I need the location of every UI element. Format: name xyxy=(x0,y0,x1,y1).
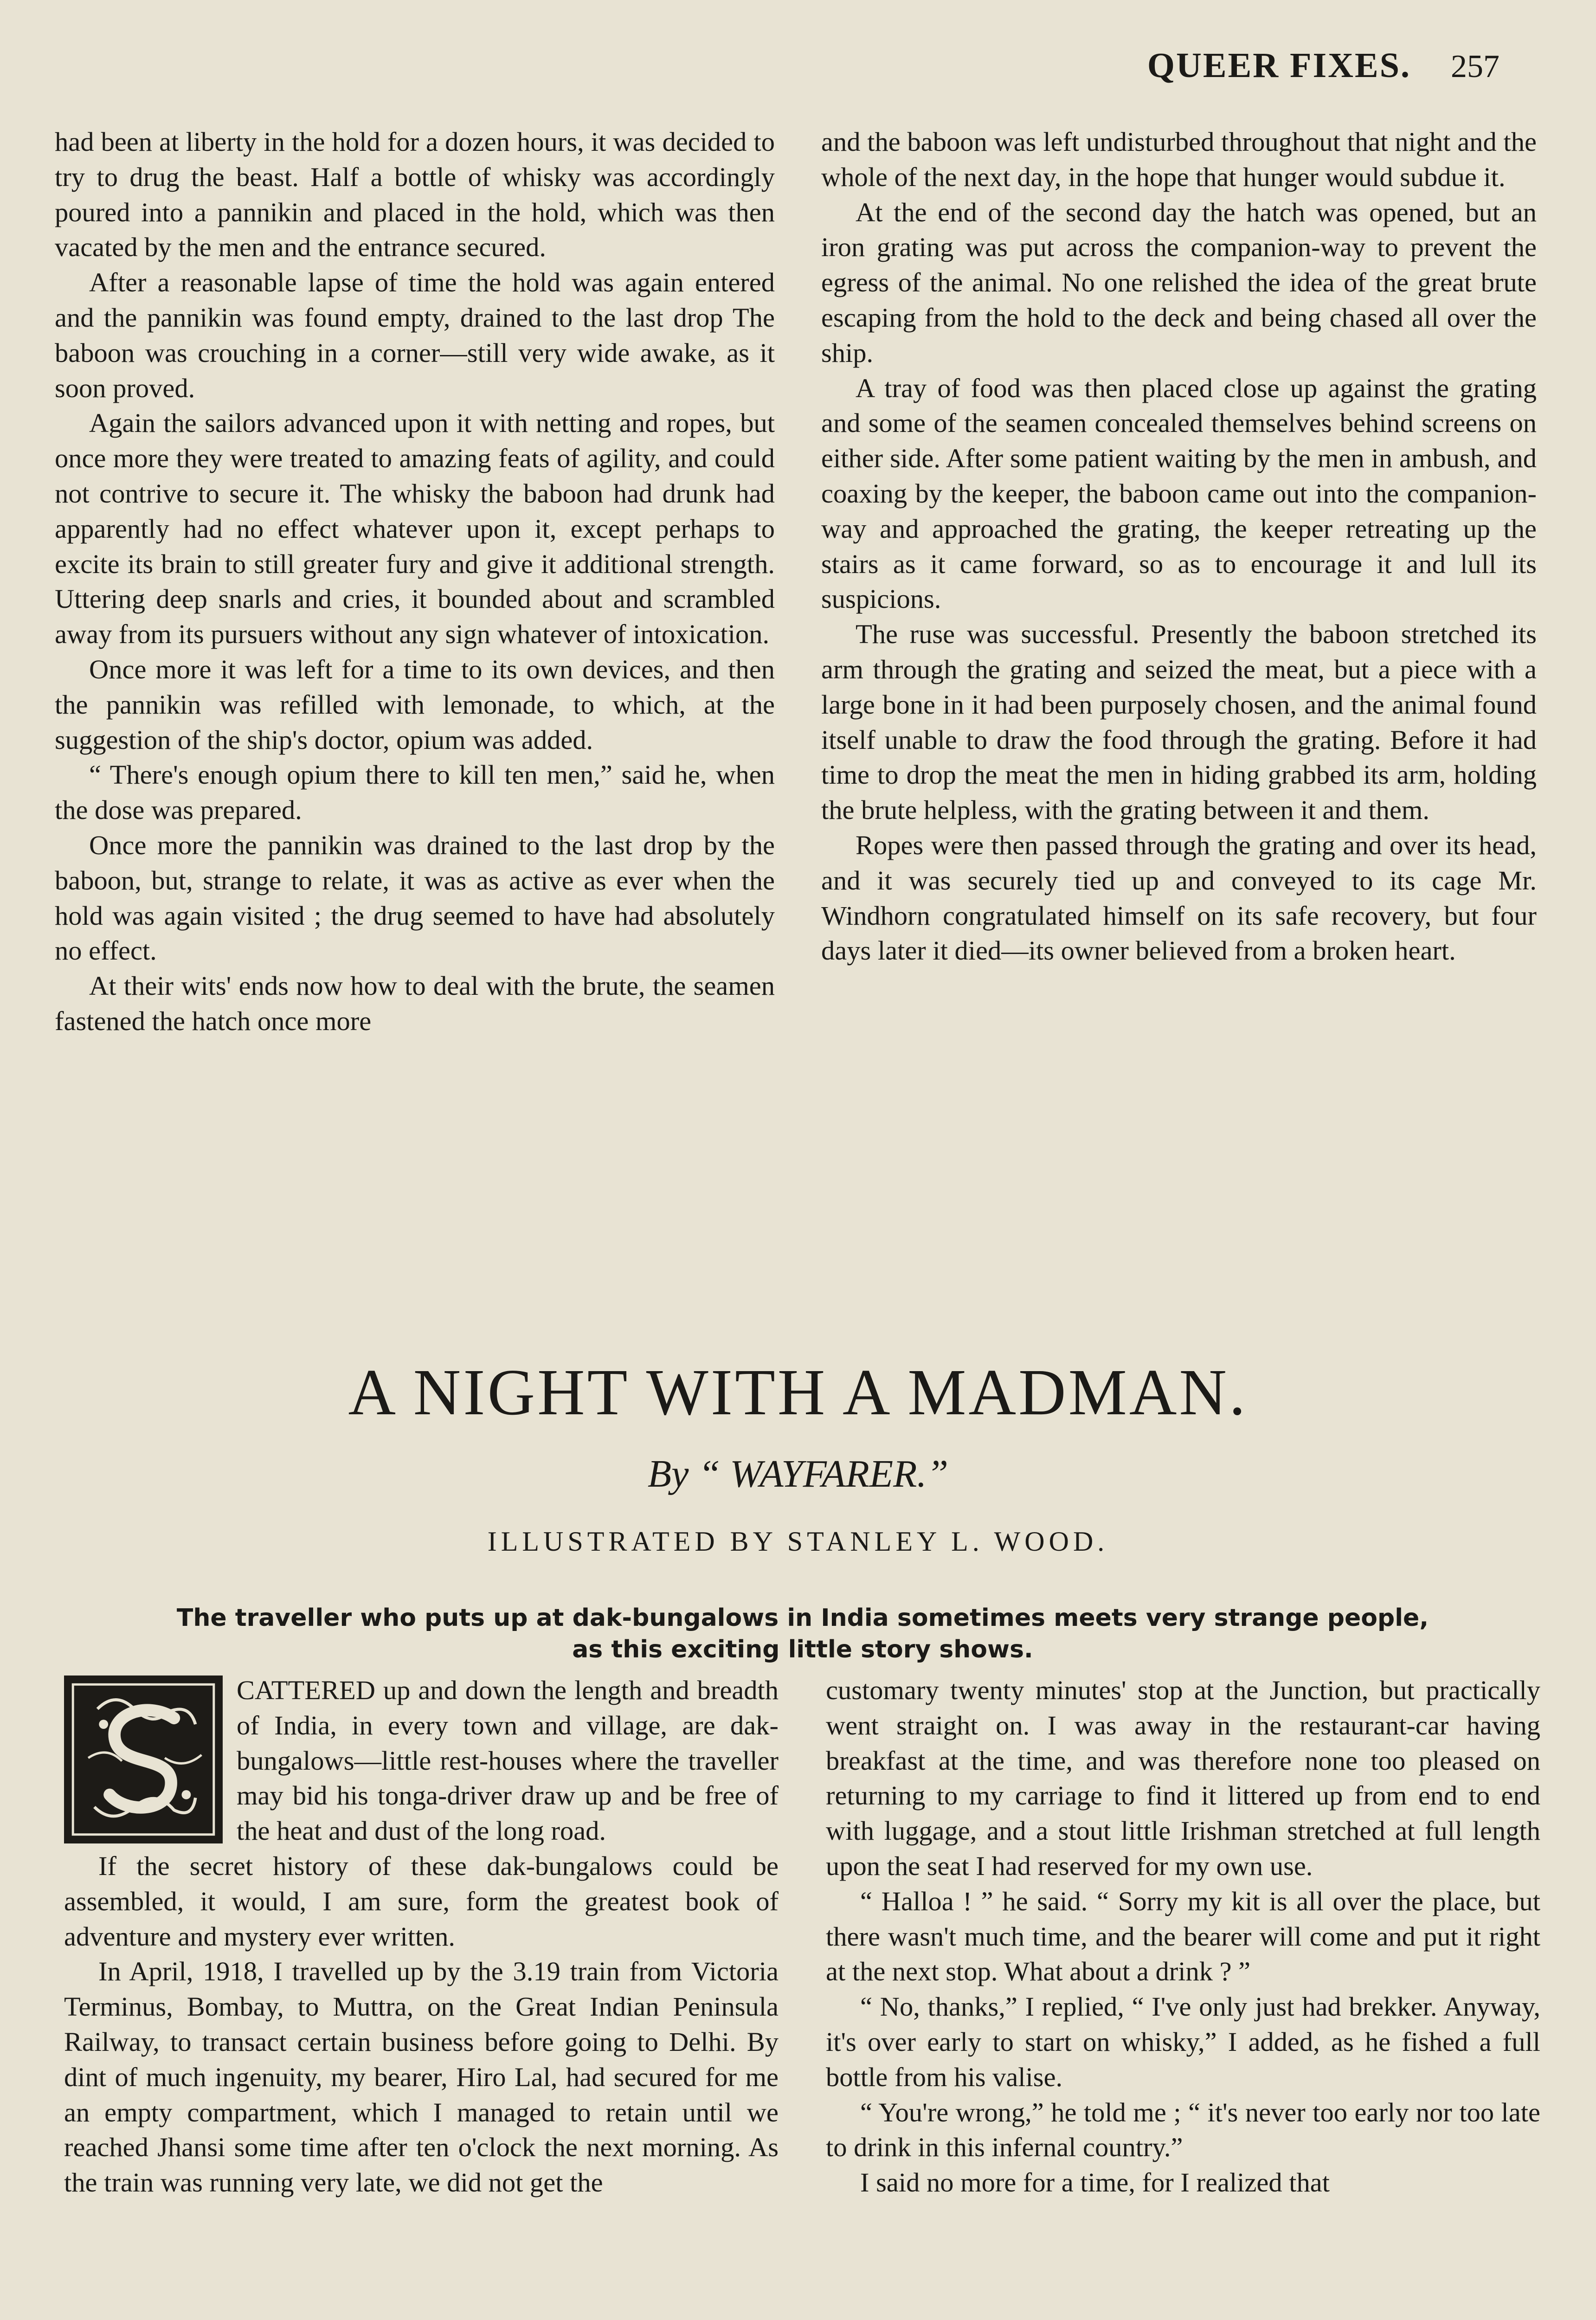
paragraph: The ruse was successful. Presently the baboon stretched its arm through the grating and seized the meat, but a piece with a large bone in it had been purposely chosen, and the animal found itself unable to draw the food through the grating. Before it had time to drop the meat the men in hiding grabbed its arm, holding the brute helpless, with the grating between it and them. xyxy=(821,619,1537,825)
page-number: 257 xyxy=(1451,49,1499,84)
story-left-column xyxy=(64,1673,779,2200)
paragraph: I said no more for a time, for I realized that xyxy=(860,2167,1330,2198)
paragraph: Once more it was left for a time to its own devices, and then the pannikin was refilled with lemonade, to which, at the suggestion of the ship's doctor, opium was added. xyxy=(55,654,775,755)
paragraph: “ There's enough opium there to kill ten men,” said he, when the dose was prepared. xyxy=(55,760,775,825)
paragraph: CATTERED up and down the length and breadth of India, in every town and village, are dak-bungalows—little rest-houses where the traveller may bid his tonga-driver draw up and be free of the heat and dust of the long road. xyxy=(237,1675,779,1846)
paragraph: At their wits' ends now how to deal with the brute, the seamen fastened the hatch once more xyxy=(55,971,775,1036)
top-left-column xyxy=(55,124,775,1039)
paragraph: Again the sailors advanced upon it with netting and ropes, but once more they were treated to amazing feats of agility, and could not contrive to secure it. The whisky the baboon had drunk had apparently had no effect whatever upon it, except perhaps to excite its brain to still greater fury and give it additional strength. Uttering deep snarls and cries, it bounded about and scrambled away from its pursuers without any sign whatever of intoxication. xyxy=(55,408,775,650)
paragraph: In April, 1918, I travelled up by the 3.19 train from Victoria Terminus, Bombay, to Muttra, on the Great Indian Peninsula Railway, to transact certain business before going to Delhi. By dint of much ingenuity, my bearer, Hiro Lal, had secured for me an empty compartment, which I managed to retain until we reached Jhansi some time after ten o'clock the next morning. As the train was running very late, we did not get the xyxy=(64,1956,779,2198)
running-title: QUEER FIXES. xyxy=(1147,46,1411,85)
paragraph: A tray of food was then placed close up against the grating and some of the seamen concealed themselves behind screens on either side. After some patient waiting by the men in ambush, and coaxing by the keeper, the baboon came out into the companion-way and approached the grating, the keeper retreating up the stairs as it came forward, so as to encourage it and lull its suspicions. xyxy=(821,373,1537,614)
top-right-column xyxy=(821,124,1537,968)
page-header xyxy=(1147,45,1499,86)
story-title: A NIGHT WITH A MADMAN. xyxy=(348,1355,1248,1429)
paragraph: “ You're wrong,” he told me ; “ it's never too early nor too late to drink in this infernal country.” xyxy=(826,2097,1540,2163)
paragraph: “ Halloa ! ” he said. “ Sorry my kit is all over the place, but there wasn't much time, and the bearer will come and put it right at the next stop. What about a drink ? ” xyxy=(826,1886,1540,1987)
paragraph: Ropes were then passed through the grating and over its head, and it was securely tied up and conveyed to its cage Mr. Windhorn congratulated himself on its safe recovery, but four days later it died—its owner believed from a broken heart. xyxy=(821,830,1537,966)
story-right-column xyxy=(826,1673,1540,2200)
paragraph: “ No, thanks,” I replied, “ I've only just had brekker. Anyway, it's over early to start on whisky,” I added, as he fished a full bottle from his valise. xyxy=(826,1991,1540,2092)
paragraph: Once more the pannikin was drained to the last drop by the baboon, but, strange to relate, it was as active as ever when the hold was again visited ; the drug seemed to have had absolutely no effect. xyxy=(55,830,775,966)
paragraph: If the secret history of these dak-bungalows could be assembled, it would, I am sure, form the greatest book of adventure and mystery ever written. xyxy=(64,1850,779,1952)
intro-line: as this exciting little story shows. xyxy=(572,1636,1033,1663)
story-byline: By “ WAYFARER.” xyxy=(647,1452,949,1495)
paragraph: customary twenty minutes' stop at the Junction, but practically went straight on. I was away in the restaurant-car having breakfast at the time, and was therefore none too pleased on returning to my carriage to find it littered up from end to end with luggage, and a stout little Irishman stretched at full length upon the seat I had reserved for my own use. xyxy=(826,1675,1540,1881)
paragraph: and the baboon was left undisturbed throughout that night and the whole of the next day, in the hope that hunger would subdue it. xyxy=(821,127,1537,192)
paragraph: had been at liberty in the hold for a dozen hours, it was decided to try to drug the beast. Half a bottle of whisky was accordingly poured into a pannikin and placed in the hold, which was then vacated by the men and the entrance secured. xyxy=(55,127,775,263)
story-intro xyxy=(93,1602,1512,1665)
intro-line: The traveller who puts up at dak-bungalows in India sometimes meets very strange people, xyxy=(176,1604,1429,1632)
paragraph: At the end of the second day the hatch was opened, but an iron grating was put across the companion-way to prevent the egress of the animal. No one relished the idea of the great brute escaping from the hold to the deck and being chased all over the ship. xyxy=(821,197,1537,368)
story-illustrator: ILLUSTRATED BY STANLEY L. WOOD. xyxy=(487,1526,1109,1557)
paragraph: After a reasonable lapse of time the hold was again entered and the pannikin was found empty, drained to the last drop The baboon was crouching in a corner—still very wide awake, as it soon proved. xyxy=(55,267,775,403)
ornamental-letter-s-icon xyxy=(64,1676,223,1843)
